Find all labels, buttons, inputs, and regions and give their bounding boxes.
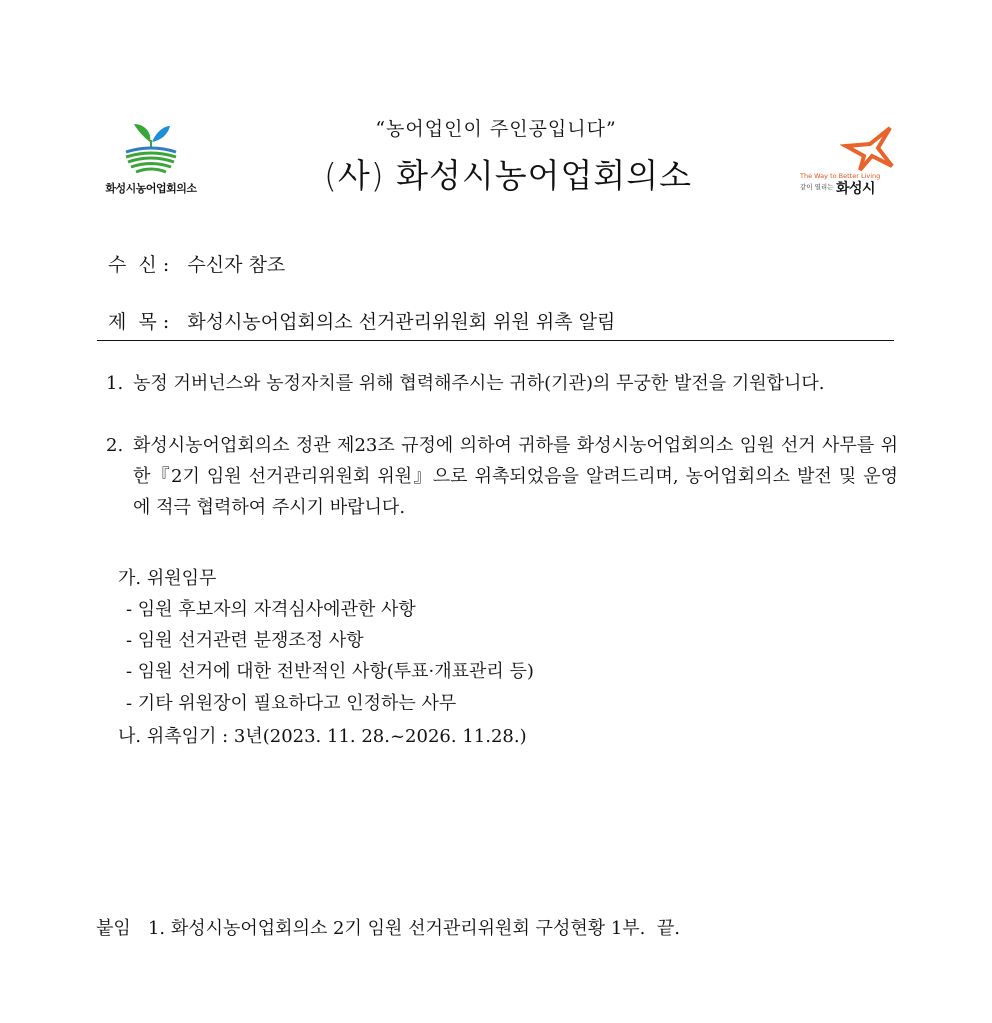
recipient-label: 수 신 : (108, 254, 170, 276)
right-logo-tagline: The Way to Better Living (800, 172, 881, 180)
right-logo-sub: 같이 열리는 (800, 183, 834, 191)
item-number: 2. (106, 435, 124, 456)
attachment-line (96, 914, 680, 940)
subject-value: 화성시농어업회의소 선거관리위원회 위원 위촉 알림 (187, 311, 616, 333)
left-logo-caption: 화성시농어업회의소 (105, 182, 197, 195)
body-item-1 (106, 368, 898, 399)
org-name: (사) 화성시농어업회의소 (323, 156, 693, 195)
sprout-emblem-icon (122, 122, 180, 178)
hwaseong-city-logo (800, 126, 900, 202)
subject-label: 제 목 : (108, 311, 170, 333)
body-item-2 (106, 430, 898, 523)
section-duties-title: 가. 위원임무 (118, 568, 217, 589)
slogan: “농어업인이 주인공입니다” (375, 118, 617, 140)
section-term: 나. 위촉임기 : 3년(2023. 11. 28.~2026. 11.28.) (118, 726, 527, 747)
item-text: 화성시농어업회의소 정관 제23조 규정에 의하여 귀하를 화성시농어업회의소 임원 선거 사무를 위한『2기 임원 선거관리위원회 위원』으로 위촉되었음을 알려드리며, 농어업회의소 발전 및 운영에 적극 협력하여 주시기 바랍니다. (133, 435, 898, 518)
duty-item: - 기타 위원장이 필요하다고 인정하는 사무 (126, 693, 457, 714)
duty-item: - 임원 선거에 대한 전반적인 사항(투표·개표관리 등) (126, 661, 534, 682)
recipient-value: 수신자 참조 (187, 254, 286, 276)
farmers-chamber-logo (96, 122, 206, 202)
attachment-label: 붙임 (96, 918, 131, 939)
duty-item: - 임원 후보자의 자격심사에관한 사항 (126, 599, 416, 620)
attachment-text: 1. 화성시농어업회의소 2기 임원 선거관리위원회 구성현황 1부. 끝. (147, 918, 680, 939)
recipient-row (108, 250, 285, 277)
duty-item: - 임원 선거관련 분쟁조정 사항 (126, 630, 364, 651)
right-logo-city: 화성시 (836, 181, 876, 197)
item-number: 1. (106, 373, 124, 394)
hwaseong-star-icon (840, 126, 894, 172)
subject-row (108, 307, 615, 334)
item-text: 농정 거버넌스와 농정자치를 위해 협력해주시는 귀하(기관)의 무궁한 발전을 기원합니다. (133, 373, 825, 394)
divider (97, 340, 894, 341)
